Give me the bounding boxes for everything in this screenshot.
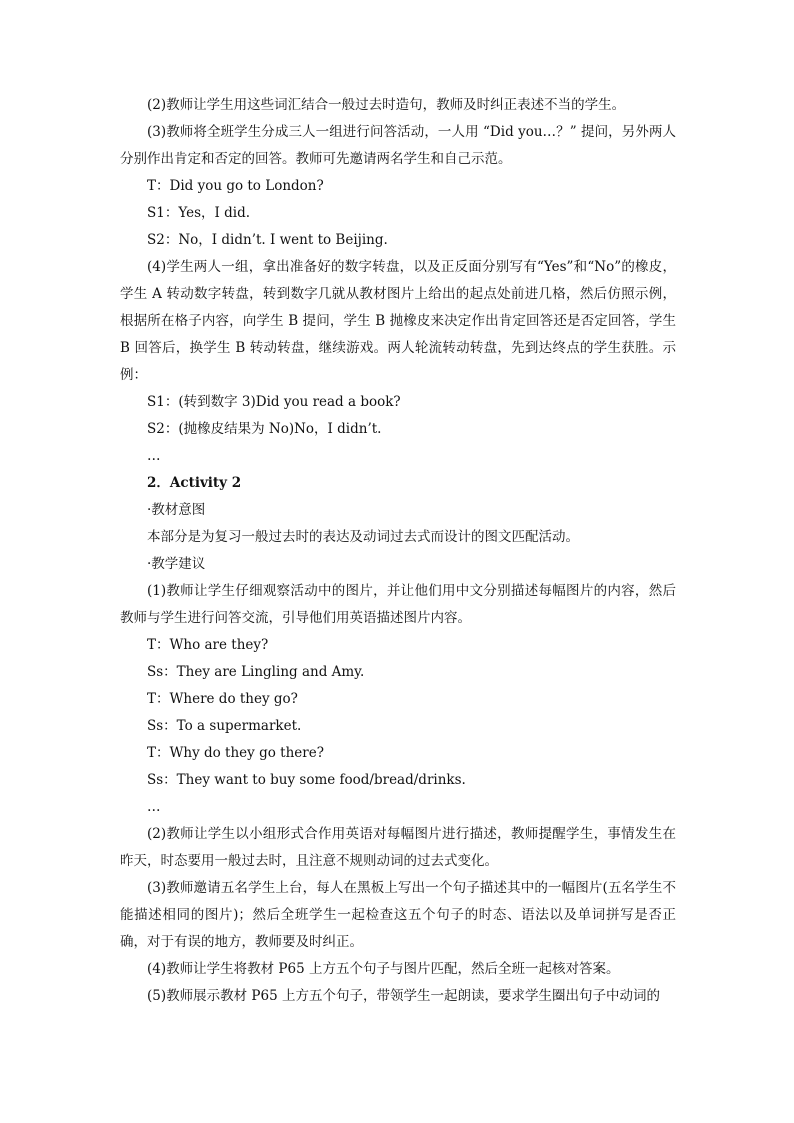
dialogue-line: Ss：They want to buy some food/bread/drinks.	[147, 772, 466, 788]
paragraph: (1)教师让学生仔细观察活动中的图片，并让他们用中文分别描述每幅图片的内容，然后教师与学生进行问答交流，引导他们用英语描述图片内容。	[120, 583, 676, 626]
paragraph: (3)教师将全班学生分成三人一组进行问答活动，一人用 “Did you…？” 提问，另外两人分别作出肯定和否定的回答。教师可先邀请两名学生和自己示范。	[120, 124, 676, 167]
dialogue-line: S1：Yes，I did.	[147, 205, 251, 221]
dialogue-line: S2：(抛橡皮结果为 No)No，I didn’t.	[147, 421, 382, 437]
dialogue-line: T：Where do they go?	[147, 691, 298, 707]
subheading: ·教学建议	[147, 556, 206, 572]
paragraph: (2)教师让学生用这些词汇结合一般过去时造句，教师及时纠正表述不当的学生。	[147, 97, 626, 113]
page-content	[120, 92, 676, 1010]
paragraph: (3)教师邀请五名学生上台，每人在黑板上写出一个句子描述其中的一幅图片(五名学生不能描述相同的图片)；然后全班学生一起检查这五个句子的时态、语法以及单词拼写是否正确，对于有误的地方，教师要及时纠正。	[120, 880, 676, 950]
ellipsis-line: …	[147, 448, 161, 464]
section-heading: 2．Activity 2	[147, 475, 242, 491]
dialogue-line: T：Why do they go there?	[147, 745, 324, 761]
paragraph: (4)教师让学生将教材 P65 上方五个句子与图片匹配，然后全班一起核对答案。	[147, 961, 620, 977]
ellipsis-line: …	[147, 799, 161, 815]
paragraph: 本部分是为复习一般过去时的表达及动词过去式而设计的图文匹配活动。	[147, 529, 579, 545]
paragraph: (5)教师展示教材 P65 上方五个句子，带领学生一起朗读，要求学生圈出句子中动词的	[147, 988, 660, 1004]
dialogue-line: S2：No，I didn’t. I went to Beijing.	[147, 232, 388, 248]
paragraph: (2)教师让学生以小组形式合作用英语对每幅图片进行描述，教师提醒学生，事情发生在昨天，时态要用一般过去时，且注意不规则动词的过去式变化。	[120, 826, 676, 869]
paragraph: (4)学生两人一组，拿出准备好的数字转盘，以及正反面分别写有“Yes”和“No”的橡皮，学生 A 转动数字转盘，转到数字几就从教材图片上给出的起点处前进几格，然后仿照示例，根据所在格子内容，向学生 B 提问，学生 B 抛橡皮来决定作出肯定回答还是否定回答，学生 B 回答后，换学生 B 转动转盘，继续游戏。两人轮流转动转盘，先到达终点的学生获胜。示例：	[120, 259, 676, 383]
dialogue-line: T：Who are they?	[147, 637, 269, 653]
dialogue-line: T：Did you go to London?	[147, 178, 324, 194]
dialogue-line: Ss：To a supermarket.	[147, 718, 302, 734]
dialogue-line: S1：(转到数字 3)Did you read a book?	[147, 394, 401, 410]
subheading: ·教材意图	[147, 502, 206, 518]
dialogue-line: Ss：They are Lingling and Amy.	[147, 664, 365, 680]
